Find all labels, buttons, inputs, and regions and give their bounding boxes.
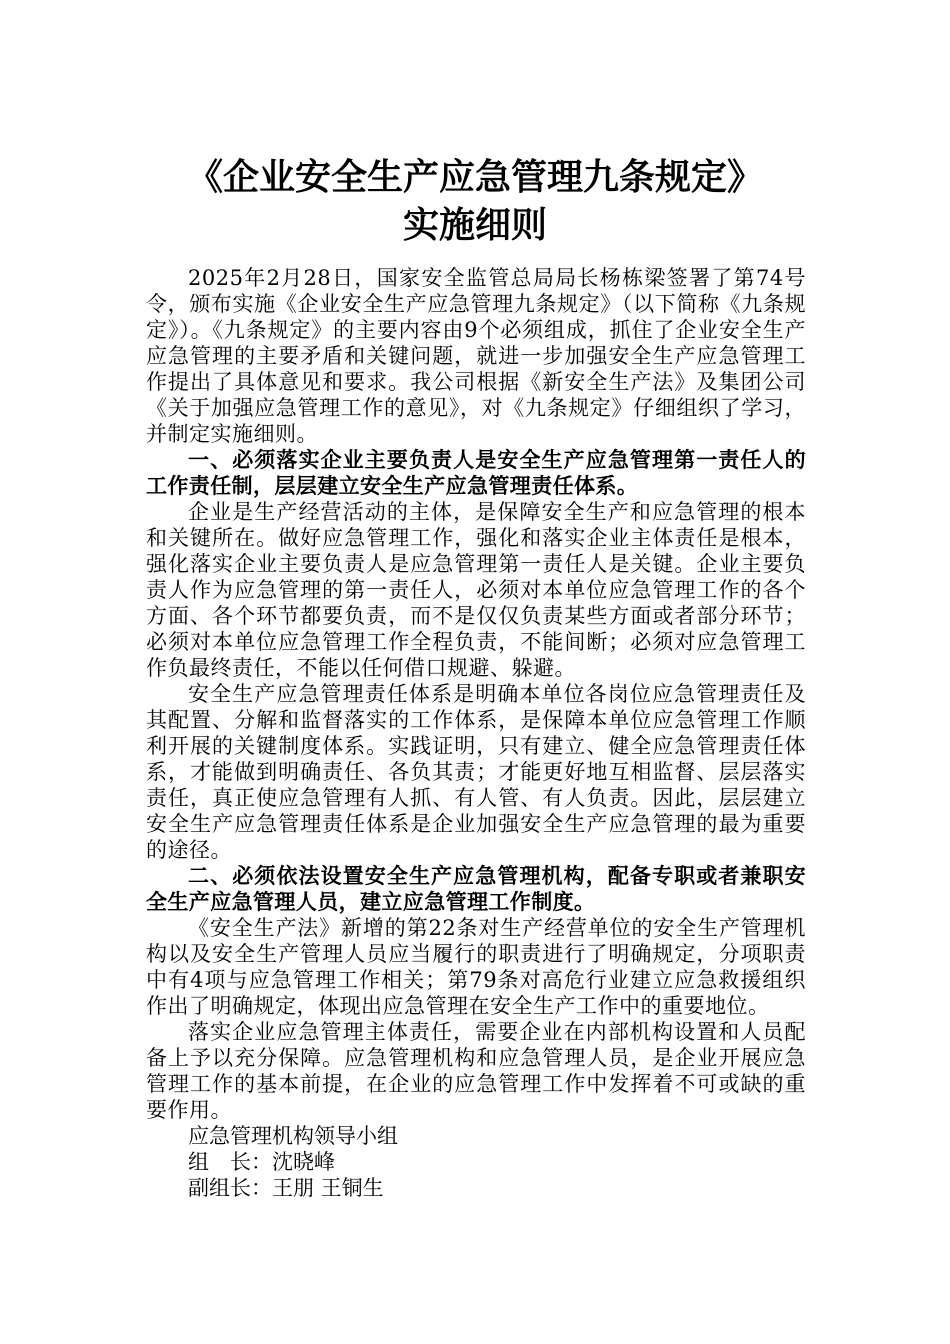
document-body: [146, 265, 806, 1201]
leadership-group-heading: 应急管理机构领导小组: [188, 1124, 398, 1148]
document-title: 《企业安全生产应急管理九条规定》: [186, 156, 763, 198]
document-subtitle: 实施细则: [402, 204, 547, 246]
section-heading-1: 一、必须落实企业主要负责人是安全生产应急管理第一责任人的工作责任制，层层建立安全生产应急管理责任体系。: [146, 447, 806, 498]
section-heading-2: 二、必须依法设置安全生产应急管理机构，配备专职或者兼职安全生产应急管理人员，建立应急管理工作制度。: [146, 863, 806, 914]
body-paragraph: 《安全生产法》新增的第22条对生产经营单位的安全生产管理机构以及安全生产管理人员应当履行的职责进行了明确规定，分项职责中有4项与应急管理工作相关；第79条对高危行业建立应急救援组织作出了明确规定，体现出应急管理在安全生产工作中的重要地位。: [146, 916, 806, 1018]
group-leader: 组 长：沈晓峰: [188, 1150, 335, 1174]
deputy-group-leader: 副组长：王朋 王铜生: [188, 1176, 384, 1200]
body-paragraph: 企业是生产经营活动的主体，是保障安全生产和应急管理的根本和关键所在。做好应急管理工作，强化和落实企业主体责任是根本，强化落实企业主要负责人是应急管理第一责任人是关键。企业主要负责人作为应急管理的第一责任人，必须对本单位应急管理工作的各个方面、各个环节都要负责，而不是仅仅负责某些方面或者部分环节；必须对本单位应急管理工作全程负责，不能间断；必须对应急管理工作负最终责任，不能以任何借口规避、躲避。: [146, 500, 806, 680]
body-paragraph: 安全生产应急管理责任体系是明确本单位各岗位应急管理责任及其配置、分解和监督落实的工作体系，是保障本单位应急管理工作顺利开展的关键制度体系。实践证明，只有建立、健全应急管理责任体系，才能做到明确责任、各负其责；才能更好地互相监督、层层落实责任，真正使应急管理有人抓、有人管、有人负责。因此，层层建立安全生产应急管理责任体系是企业加强安全生产应急管理的最为重要的途径。: [146, 682, 806, 862]
body-paragraph: 落实企业应急管理主体责任，需要企业在内部机构设置和人员配备上予以充分保障。应急管理机构和应急管理人员，是企业开展应急管理工作的基本前提，在企业的应急管理工作中发挥着不可或缺的重要作用。: [146, 1020, 806, 1122]
intro-paragraph: 2025年2月28日，国家安全监管总局局长杨栋梁签署了第74号令，颁布实施《企业安全生产应急管理九条规定》（以下简称《九条规定》）。《九条规定》的主要内容由9个必须组成，抓住了企业安全生产应急管理的主要矛盾和关键问题，就进一步加强安全生产应急管理工作提出了具体意见和要求。我公司根据《新安全生产法》及集团公司《关于加强应急管理工作的意见》，对《九条规定》仔细组织了学习，并制定实施细则。: [146, 266, 806, 446]
